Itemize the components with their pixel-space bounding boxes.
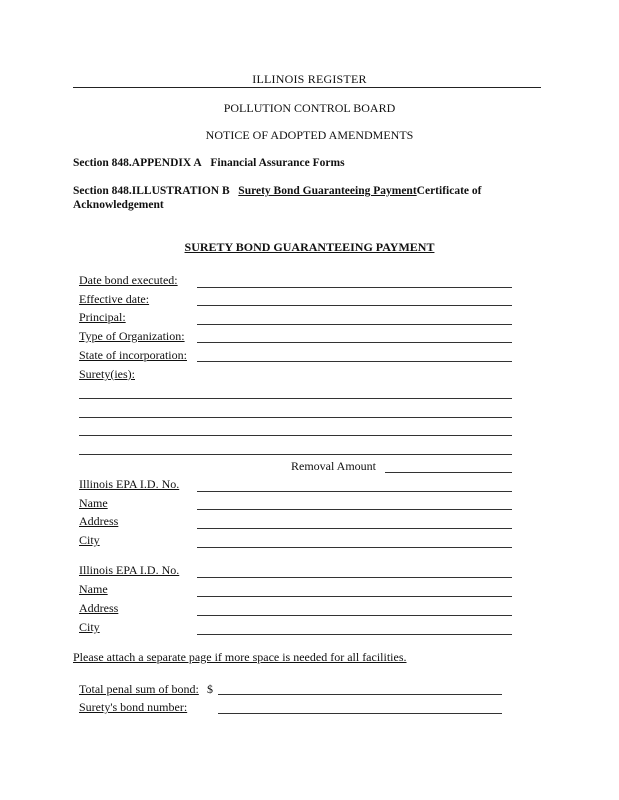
register-title: ILLINOIS REGISTER [252, 72, 367, 86]
removal-amount-field[interactable] [385, 472, 512, 473]
sureties-label: Surety(ies): [79, 367, 135, 381]
facility-1-epa-id-field[interactable] [197, 491, 512, 492]
surety-bond-number-label: Surety's bond number: [79, 700, 188, 714]
facility-2-city-label: City [79, 620, 100, 634]
section-a-label: Section 848.APPENDIX A [73, 157, 202, 169]
total-penal-sum-label: Total penal sum of bond: [79, 682, 199, 696]
sureties-line-3[interactable] [79, 435, 512, 436]
principal-label: Principal: [79, 310, 126, 324]
section-b-title-line2: Acknowledgement [73, 199, 164, 211]
type-of-organization-field[interactable] [197, 342, 512, 343]
section-b-label: Section 848.ILLUSTRATION B [73, 185, 230, 197]
effective-date-field[interactable] [197, 305, 512, 306]
facility-1-name-field[interactable] [197, 509, 512, 510]
total-penal-sum-field[interactable] [218, 694, 502, 695]
state-of-incorporation-field[interactable] [197, 361, 512, 362]
surety-bond-number-field[interactable] [218, 713, 502, 714]
facility-1-city-label: City [79, 533, 100, 547]
removal-amount-label: Removal Amount [291, 459, 376, 473]
facility-1-name-label: Name [79, 496, 108, 510]
facility-2-epa-id-field[interactable] [197, 577, 512, 578]
section-a-heading [73, 157, 345, 169]
effective-date-label: Effective date: [79, 292, 150, 306]
facility-1-epa-id-label: Illinois EPA I.D. No. [79, 477, 180, 491]
date-bond-executed-field[interactable] [197, 287, 512, 288]
section-a-title: Financial Assurance Forms [210, 157, 345, 169]
section-b-heading [73, 185, 481, 197]
state-of-incorporation-label: State of incorporation: [79, 348, 187, 362]
header-rule [73, 87, 541, 88]
facility-2-address-field[interactable] [197, 615, 512, 616]
dollar-sign: $ [207, 682, 213, 696]
board-title: POLLUTION CONTROL BOARD [223, 101, 396, 115]
sureties-line-2[interactable] [79, 417, 512, 418]
facility-2-epa-id-label: Illinois EPA I.D. No. [79, 563, 180, 577]
sureties-line-1[interactable] [79, 398, 512, 399]
facility-2-city-field[interactable] [197, 634, 512, 635]
facility-1-city-field[interactable] [197, 547, 512, 548]
date-bond-executed-label: Date bond executed: [79, 273, 178, 287]
sureties-line-4[interactable] [79, 454, 512, 455]
form-title: SURETY BOND GUARANTEEING PAYMENT [184, 240, 435, 254]
section-b-title-underlined: Surety Bond Guaranteeing Payment [238, 185, 417, 197]
notice-title: NOTICE OF ADOPTED AMENDMENTS [205, 128, 414, 142]
attach-note: Please attach a separate page if more space is needed for all facilities. [73, 650, 407, 664]
facility-1-address-label: Address [79, 514, 119, 528]
principal-field[interactable] [197, 324, 512, 325]
facility-2-address-label: Address [79, 601, 119, 615]
facility-2-name-field[interactable] [197, 596, 512, 597]
facility-1-address-field[interactable] [197, 528, 512, 529]
facility-2-name-label: Name [79, 582, 108, 596]
type-of-organization-label: Type of Organization: [79, 329, 185, 343]
section-b-title-rest: Certificate of [416, 185, 482, 197]
